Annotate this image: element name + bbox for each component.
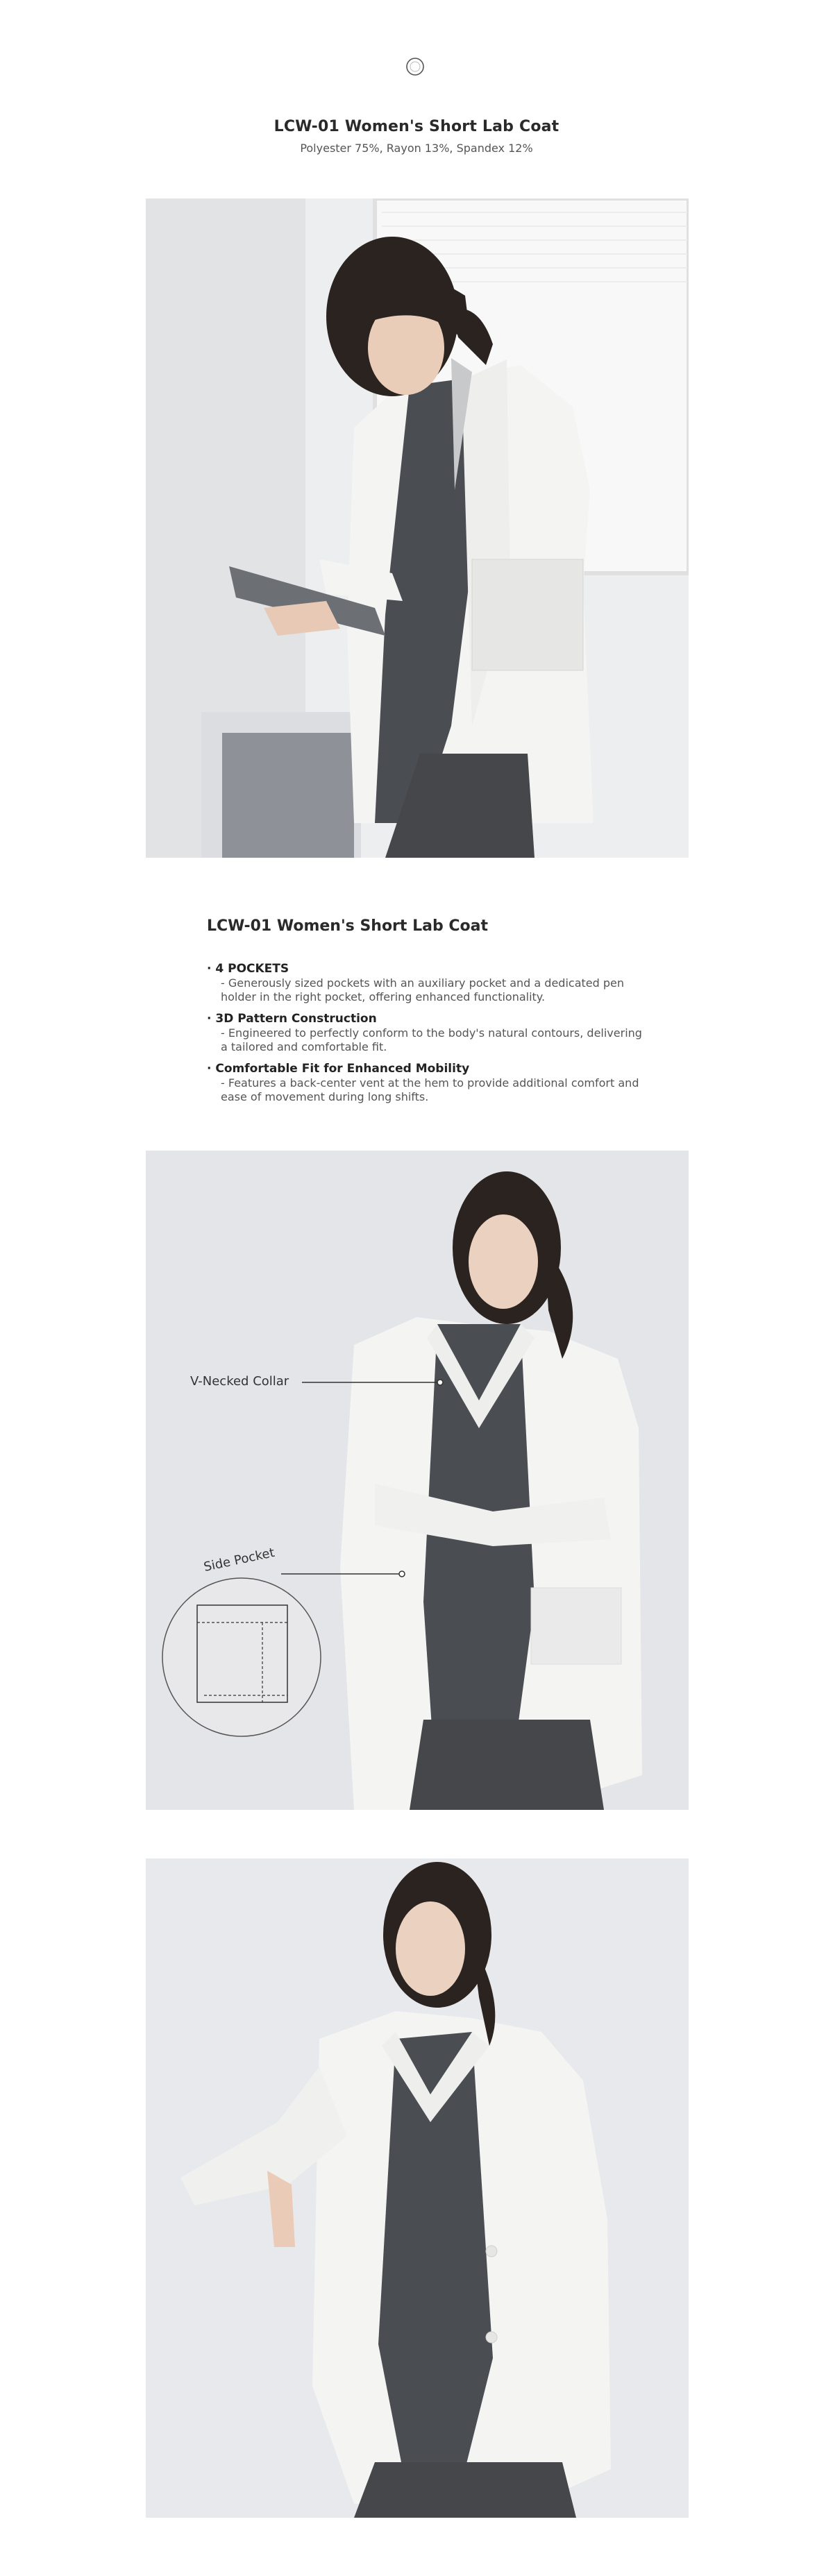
product-title: LCW-01 Women's Short Lab Coat	[274, 118, 559, 135]
feature-text: - Generously sized pockets with an auxiliary pocket and a dedicated pen holder in the right pocket, offering enhanced functionality.	[221, 976, 624, 1003]
brand-logo-icon	[405, 57, 425, 76]
feature-text: - Features a back-center vent at the hem to provide additional comfort and ease of movement during long shifts.	[221, 1076, 639, 1103]
feature-title: · 4 POCKETS	[207, 962, 289, 976]
collar-callout-label: V-Necked Collar	[190, 1374, 289, 1389]
feature-item	[207, 961, 651, 1004]
product-photo-details	[146, 1151, 689, 1810]
product-description	[207, 917, 651, 1111]
feature-item	[207, 1011, 651, 1054]
pocket-callout-label: Side Pocket	[202, 1545, 276, 1575]
feature-title: · 3D Pattern Construction	[207, 1012, 377, 1026]
description-title: LCW-01 Women's Short Lab Coat	[207, 917, 488, 935]
feature-title: · Comfortable Fit for Enhanced Mobility	[207, 1062, 470, 1076]
feature-text: - Engineered to perfectly conform to the body's natural contours, delivering a tailored and comfortable fit.	[221, 1026, 642, 1053]
product-material: Polyester 75%, Rayon 13%, Spandex 12%	[300, 142, 533, 155]
feature-item	[207, 1061, 651, 1104]
product-photo-front	[146, 1858, 689, 2518]
product-photo-tablet	[146, 198, 689, 858]
